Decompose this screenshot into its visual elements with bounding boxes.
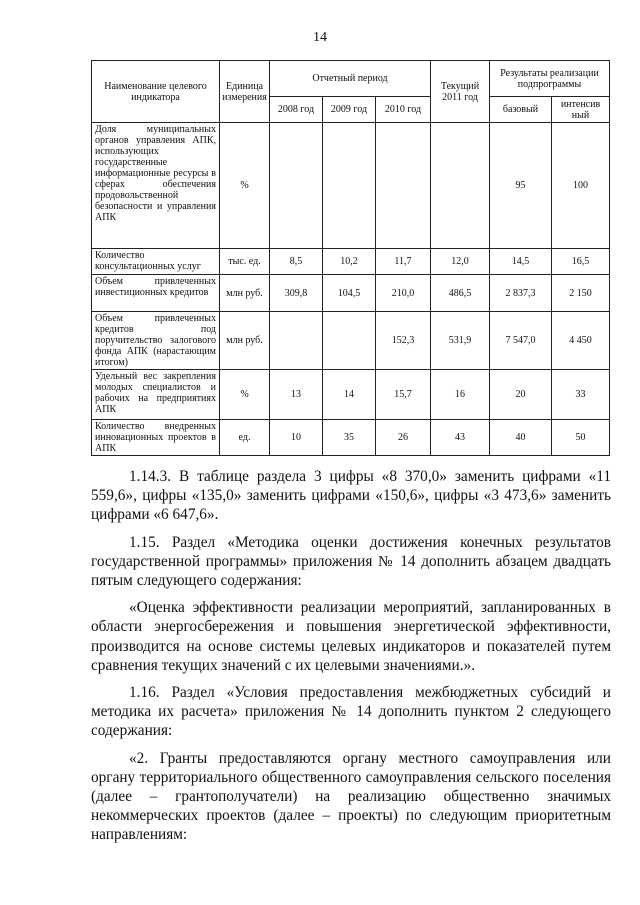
header-2010: 2010 год — [376, 97, 431, 123]
row-2010: 152,3 — [376, 312, 431, 370]
paragraph-1-16: 1.16. Раздел «Условия предоставления межбюджетных субсидий и методика их расчета» приложения № 14 дополнить пунктом 2 следующего содержания: — [91, 684, 611, 740]
row-current: 43 — [431, 420, 490, 456]
row-name: Объем привлеченных инвестиционных кредитов — [92, 275, 220, 312]
body-text — [91, 467, 611, 845]
header-2008: 2008 год — [270, 97, 323, 123]
row-intensive: 4 450 — [552, 312, 610, 370]
row-name: Количество консультационных услуг — [92, 249, 220, 275]
row-current — [431, 123, 490, 249]
header-intensive: интенсив ный — [552, 97, 610, 123]
row-unit: % — [220, 123, 270, 249]
row-2009 — [323, 312, 376, 370]
paragraph-1-15: 1.15. Раздел «Методика оценки достижения конечных результатов государственной программы» приложения № 14 дополнить абзацем двадцать пятым следующего содержания: — [91, 533, 611, 590]
table-row — [92, 312, 610, 370]
header-name: Наименование целевого индикатора — [92, 61, 220, 123]
table-row — [92, 420, 610, 456]
table-row — [92, 249, 610, 275]
row-name: Доля муниципальных органов управления АПК, использующих государственные информационные ресурсы в сферах обеспечения продовольственной безопасности и управления АПК — [92, 123, 220, 249]
row-2009: 14 — [323, 370, 376, 420]
row-name: Количество внедренных инновационных проектов в АПК — [92, 420, 220, 456]
table-row — [92, 370, 610, 420]
row-2010: 210,0 — [376, 275, 431, 312]
row-2008: 13 — [270, 370, 323, 420]
row-2008 — [270, 312, 323, 370]
row-unit: ед. — [220, 420, 270, 456]
row-intensive: 33 — [552, 370, 610, 420]
row-base: 14,5 — [490, 249, 552, 275]
row-unit: млн руб. — [220, 275, 270, 312]
row-2010 — [376, 123, 431, 249]
paragraph-quote-methodology: «Оценка эффективности реализации мероприятий, запланированных в области энергосбережения и повышения энергетической эффективности, производится на основе системы целевых индикаторов и показателей путем сравнения текущих значений с их целевыми значениями.». — [91, 599, 611, 674]
header-reporting-period: Отчетный период — [270, 61, 431, 97]
indicators-table — [91, 60, 610, 456]
row-current: 486,5 — [431, 275, 490, 312]
row-base: 40 — [490, 420, 552, 456]
row-2009: 104,5 — [323, 275, 376, 312]
header-2009: 2009 год — [323, 97, 376, 123]
row-intensive: 2 150 — [552, 275, 610, 312]
row-2009 — [323, 123, 376, 249]
row-name: Объем привлеченных кредитов под поручительство залогового фонда АПК (нарастающим итогом) — [92, 312, 220, 370]
row-name: Удельный вес закрепления молодых специалистов и рабочих на предприятиях АПК — [92, 370, 220, 420]
row-base: 95 — [490, 123, 552, 249]
row-base: 2 837,3 — [490, 275, 552, 312]
row-unit: млн руб. — [220, 312, 270, 370]
row-intensive: 50 — [552, 420, 610, 456]
row-current: 12,0 — [431, 249, 490, 275]
row-2008 — [270, 123, 323, 249]
row-base: 20 — [490, 370, 552, 420]
row-unit: % — [220, 370, 270, 420]
row-2008: 309,8 — [270, 275, 323, 312]
paragraph-1-14-3: 1.14.3. В таблице раздела 3 цифры «8 370,0» заменить цифрами «11 559,6», цифры «135,0» заменить цифрами «150,6», цифры «3 473,6» заменить цифрами «6 647,6». — [91, 468, 611, 524]
row-2010: 11,7 — [376, 249, 431, 275]
row-2009: 10,2 — [323, 249, 376, 275]
header-current-year: Текущий 2011 год — [431, 61, 490, 123]
row-2009: 35 — [323, 420, 376, 456]
table-row — [92, 123, 610, 249]
header-results: Результаты реализации подпрограммы — [490, 61, 610, 97]
page-number: 14 — [313, 30, 327, 45]
row-2010: 15,7 — [376, 370, 431, 420]
paragraph-grants: «2. Гранты предоставляются органу местного самоуправления или органу территориального общественного самоуправления сельского поселения (далее – грантополучатели) на реализацию общественно значимых некоммерческих проектов (далее – проекты) по следующим приоритетным направлениям: — [91, 749, 611, 844]
row-2010: 26 — [376, 420, 431, 456]
header-base: базовый — [490, 97, 552, 123]
row-unit: тыс. ед. — [220, 249, 270, 275]
header-unit: Единица измерения — [220, 61, 270, 123]
row-current: 16 — [431, 370, 490, 420]
row-2008: 8,5 — [270, 249, 323, 275]
row-2008: 10 — [270, 420, 323, 456]
table-row — [92, 275, 610, 312]
row-intensive: 100 — [552, 123, 610, 249]
row-intensive: 16,5 — [552, 249, 610, 275]
row-current: 531,9 — [431, 312, 490, 370]
row-base: 7 547,0 — [490, 312, 552, 370]
